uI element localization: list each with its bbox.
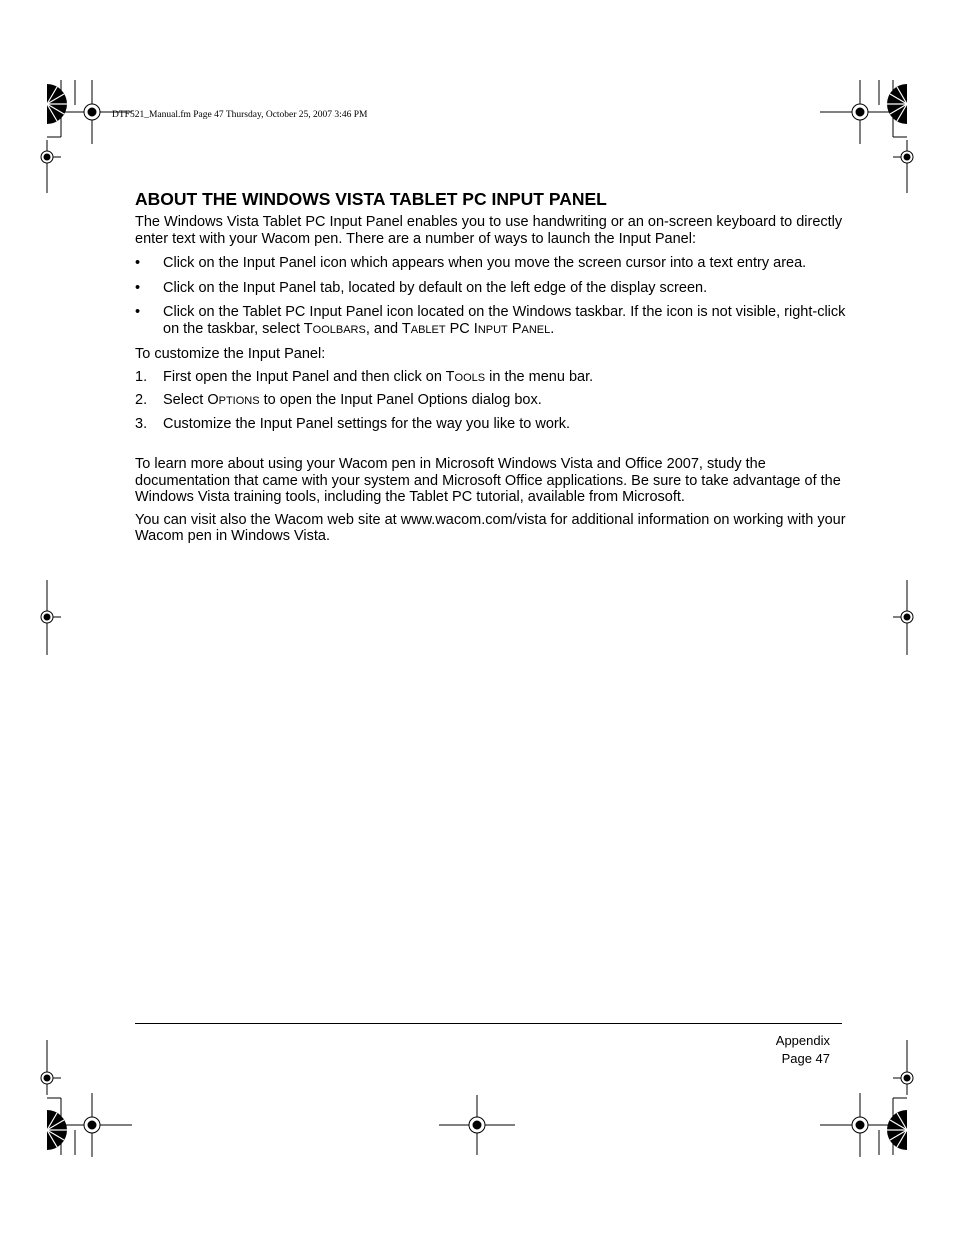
learn-more-paragraph: To learn more about using your Wacom pen in Microsoft Windows Vista and Office 2007, study the documentation that came with your system and Microsoft Office applications. Be sure to take advantage of the Windows Vista training tools, including the Tablet PC tutorial, available from Microsoft.	[135, 456, 841, 505]
intro-paragraph: The Windows Vista Tablet PC Input Panel enables you to use handwriting or an on-screen keyboard to directly enter text with your Wacom pen. There are a number of ways to launch the Input Panel:	[135, 214, 843, 247]
page-content	[135, 188, 847, 545]
menu-term-tablet-pc-input-panel: TABLET PC INPUT PANEL	[401, 320, 551, 337]
page-footer	[776, 1032, 830, 1068]
bullet-glyph: •	[135, 279, 141, 296]
bullet-glyph: •	[135, 304, 141, 320]
customize-steps-list	[135, 369, 847, 433]
print-slug: DTF521_Manual.fm Page 47 Thursday, October 25, 2007 3:46 PM	[112, 110, 368, 120]
step-number: 2.	[135, 392, 148, 408]
step-item	[135, 416, 847, 433]
section-heading: ABOUT THE WINDOWS VISTA TABLET PC INPUT PANEL	[135, 189, 607, 209]
step-text: Select OPTIONS to open the Input Panel Options dialog box.	[163, 392, 542, 408]
footer-rule	[135, 1023, 842, 1024]
step-number: 1.	[135, 368, 148, 385]
customize-lead: To customize the Input Panel:	[135, 346, 326, 362]
list-item-text: Click on the Input Panel tab, located by default on the left edge of the display screen.	[163, 279, 708, 296]
bullet-glyph: •	[135, 255, 141, 271]
footer-section: Appendix	[775, 1033, 830, 1048]
list-item	[135, 304, 847, 338]
list-item	[135, 255, 847, 272]
footer-page-number: Page 47	[781, 1051, 830, 1066]
step-item	[135, 392, 847, 410]
step-text: Customize the Input Panel settings for the way you like to work.	[163, 415, 571, 432]
website-paragraph: You can visit also the Wacom web site at www.wacom.com/vista for additional information on working with your Wacom pen in Windows Vista.	[135, 511, 846, 544]
list-item-text: Click on the Input Panel icon which appears when you move the screen cursor into a text entry area.	[163, 255, 807, 271]
launch-methods-list	[135, 255, 847, 338]
menu-term-options: OPTIONS	[207, 392, 260, 408]
list-item-text: Click on the Tablet PC Input Panel icon located on the Windows taskbar. If the icon is not visible, right-click on the taskbar, select TOOLBARS, and TABLET PC INPUT PANEL.	[163, 304, 846, 337]
menu-term-tools: TOOLS	[445, 368, 486, 385]
list-item	[135, 280, 847, 297]
step-text: First open the Input Panel and then click on TOOLS in the menu bar.	[163, 368, 594, 385]
step-item	[135, 369, 847, 387]
menu-term-toolbars: TOOLBARS	[303, 320, 366, 337]
step-number: 3.	[135, 415, 148, 432]
